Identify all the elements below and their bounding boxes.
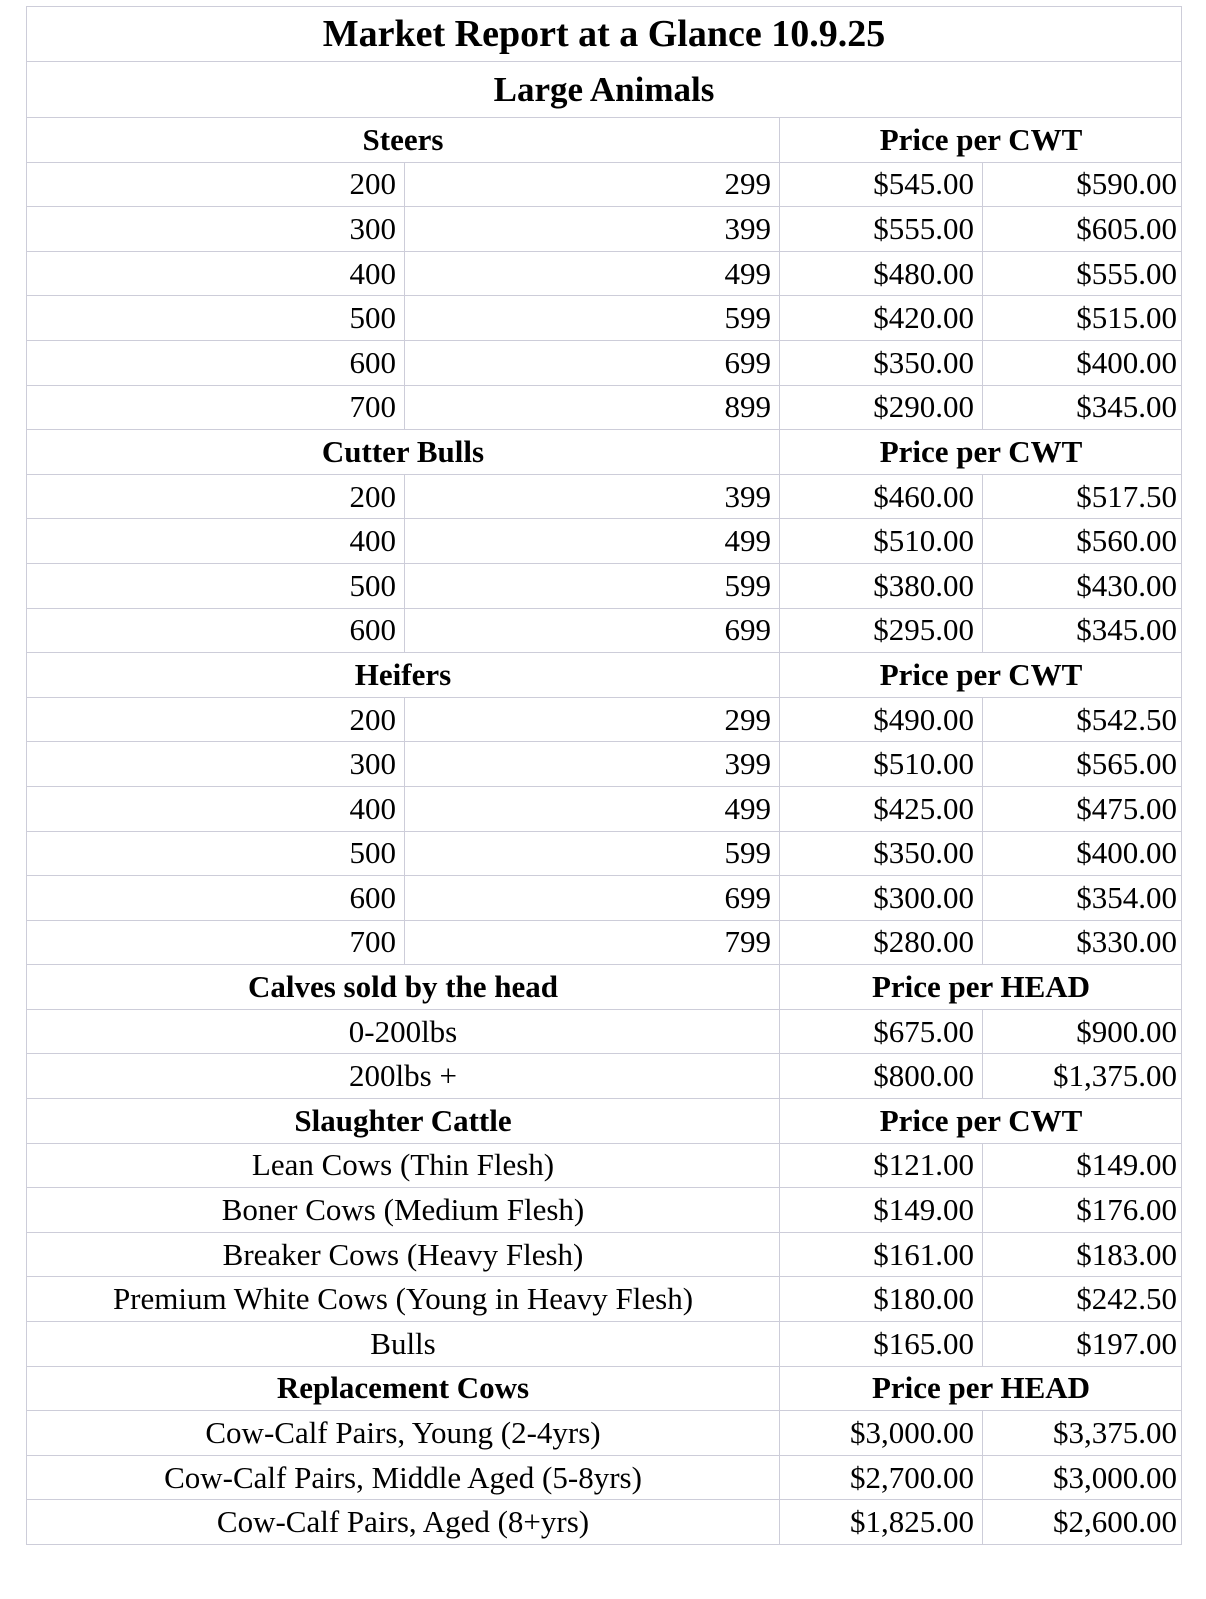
price-low: $161.00 xyxy=(873,1236,974,1272)
section-header-row xyxy=(26,1099,1182,1144)
weight-range-low: 500 xyxy=(349,835,396,871)
report-title-row xyxy=(26,6,1182,62)
table-row xyxy=(26,252,1182,297)
weight-range-high: 399 xyxy=(724,210,771,246)
price-low: $490.00 xyxy=(873,701,974,737)
table-row xyxy=(26,1322,1182,1367)
table-row xyxy=(26,1144,1182,1189)
weight-range-low: 400 xyxy=(349,255,396,291)
report-title: Market Report at a Glance 10.9.25 xyxy=(322,13,886,55)
table-row xyxy=(26,296,1182,341)
price-high: $345.00 xyxy=(1076,389,1177,425)
price-high: $149.00 xyxy=(1076,1147,1177,1183)
weight-range-low: 300 xyxy=(349,746,396,782)
table-row xyxy=(26,1411,1182,1456)
weight-range-low: 500 xyxy=(349,300,396,336)
price-low: $350.00 xyxy=(873,835,974,871)
price-high: $517.50 xyxy=(1076,478,1177,514)
weight-range-low: 500 xyxy=(349,567,396,603)
price-high: $400.00 xyxy=(1076,344,1177,380)
price-low: $555.00 xyxy=(873,210,974,246)
price-low: $295.00 xyxy=(873,612,974,648)
weight-range-high: 599 xyxy=(724,835,771,871)
price-high: $430.00 xyxy=(1076,567,1177,603)
weight-range-low: 400 xyxy=(349,790,396,826)
table-row xyxy=(26,1277,1182,1322)
price-high: $605.00 xyxy=(1076,210,1177,246)
price-high: $590.00 xyxy=(1076,166,1177,202)
weight-range-high: 899 xyxy=(724,389,771,425)
price-low: $290.00 xyxy=(873,389,974,425)
price-low: $180.00 xyxy=(873,1281,974,1317)
price-unit-header: Price per HEAD xyxy=(871,1370,1091,1406)
price-high: $183.00 xyxy=(1076,1236,1177,1272)
weight-range-low: 200 xyxy=(349,478,396,514)
price-low: $380.00 xyxy=(873,567,974,603)
weight-range-low: 200 xyxy=(349,166,396,202)
weight-range-high: 299 xyxy=(724,166,771,202)
table-row xyxy=(26,787,1182,832)
weight-range-low: 200 xyxy=(349,701,396,737)
category-label: Bulls xyxy=(370,1325,436,1361)
category-label: 200lbs + xyxy=(349,1058,457,1094)
table-row xyxy=(26,742,1182,787)
table-row xyxy=(26,475,1182,520)
table-row xyxy=(26,921,1182,966)
price-low: $420.00 xyxy=(873,300,974,336)
table-row xyxy=(26,207,1182,252)
section-title: Slaughter Cattle xyxy=(294,1102,512,1138)
price-low: $350.00 xyxy=(873,344,974,380)
weight-range-low: 600 xyxy=(349,612,396,648)
price-unit-header: Price per HEAD xyxy=(871,969,1091,1005)
price-low: $149.00 xyxy=(873,1192,974,1228)
price-low: $480.00 xyxy=(873,255,974,291)
weight-range-high: 399 xyxy=(724,478,771,514)
price-low: $510.00 xyxy=(873,523,974,559)
price-low: $2,700.00 xyxy=(850,1459,974,1495)
table-row xyxy=(26,1054,1182,1099)
category-label: 0-200lbs xyxy=(348,1013,458,1049)
weight-range-high: 599 xyxy=(724,567,771,603)
section-title: Steers xyxy=(362,121,444,157)
price-unit-header: Price per CWT xyxy=(879,433,1083,469)
table-row xyxy=(26,832,1182,877)
price-low: $675.00 xyxy=(873,1013,974,1049)
price-high: $515.00 xyxy=(1076,300,1177,336)
price-low: $3,000.00 xyxy=(850,1415,974,1451)
price-high: $475.00 xyxy=(1076,790,1177,826)
price-low: $800.00 xyxy=(873,1058,974,1094)
price-high: $330.00 xyxy=(1076,924,1177,960)
table-row xyxy=(26,698,1182,743)
price-high: $197.00 xyxy=(1076,1325,1177,1361)
section-header-row xyxy=(26,1367,1182,1412)
price-unit-header: Price per CWT xyxy=(879,1102,1083,1138)
table-row xyxy=(26,163,1182,208)
category-label: Cow-Calf Pairs, Aged (8+yrs) xyxy=(216,1504,590,1540)
category-label: Lean Cows (Thin Flesh) xyxy=(251,1147,555,1183)
price-low: $510.00 xyxy=(873,746,974,782)
price-high: $560.00 xyxy=(1076,523,1177,559)
weight-range-high: 399 xyxy=(724,746,771,782)
category-label: Cow-Calf Pairs, Young (2-4yrs) xyxy=(205,1415,601,1451)
price-high: $555.00 xyxy=(1076,255,1177,291)
section-title: Replacement Cows xyxy=(276,1370,530,1406)
price-high: $400.00 xyxy=(1076,835,1177,871)
section-header-row xyxy=(26,430,1182,475)
price-low: $545.00 xyxy=(873,166,974,202)
price-low: $280.00 xyxy=(873,924,974,960)
table-row xyxy=(26,876,1182,921)
weight-range-high: 799 xyxy=(724,924,771,960)
price-low: $1,825.00 xyxy=(850,1504,974,1540)
section-title: Calves sold by the head xyxy=(247,969,559,1005)
table-row xyxy=(26,1456,1182,1501)
report-subtitle-row xyxy=(26,62,1182,118)
section-title: Heifers xyxy=(354,656,452,692)
price-high: $900.00 xyxy=(1076,1013,1177,1049)
section-header-row xyxy=(26,653,1182,698)
price-low: $121.00 xyxy=(873,1147,974,1183)
weight-range-high: 699 xyxy=(724,879,771,915)
price-unit-header: Price per CWT xyxy=(879,656,1083,692)
table-row xyxy=(26,519,1182,564)
table-row xyxy=(26,341,1182,386)
category-label: Premium White Cows (Young in Heavy Flesh) xyxy=(112,1281,694,1317)
weight-range-high: 599 xyxy=(724,300,771,336)
price-high: $3,000.00 xyxy=(1053,1459,1177,1495)
price-high: $2,600.00 xyxy=(1053,1504,1177,1540)
category-label: Breaker Cows (Heavy Flesh) xyxy=(222,1236,584,1272)
weight-range-low: 700 xyxy=(349,924,396,960)
weight-range-high: 499 xyxy=(724,523,771,559)
weight-range-high: 499 xyxy=(724,790,771,826)
table-row xyxy=(26,386,1182,431)
market-report-table xyxy=(26,6,1182,1545)
section-header-row xyxy=(26,965,1182,1010)
price-high: $542.50 xyxy=(1076,701,1177,737)
table-row xyxy=(26,1233,1182,1278)
price-low: $460.00 xyxy=(873,478,974,514)
table-row xyxy=(26,564,1182,609)
section-title: Cutter Bulls xyxy=(321,433,485,469)
category-label: Boner Cows (Medium Flesh) xyxy=(221,1192,585,1228)
weight-range-high: 299 xyxy=(724,701,771,737)
table-row xyxy=(26,1010,1182,1055)
category-label: Cow-Calf Pairs, Middle Aged (5-8yrs) xyxy=(164,1459,642,1495)
weight-range-low: 400 xyxy=(349,523,396,559)
price-low: $425.00 xyxy=(873,790,974,826)
weight-range-high: 699 xyxy=(724,612,771,648)
price-high: $176.00 xyxy=(1076,1192,1177,1228)
price-high: $3,375.00 xyxy=(1053,1415,1177,1451)
report-subtitle: Large Animals xyxy=(493,69,715,109)
price-high: $242.50 xyxy=(1076,1281,1177,1317)
report-sections xyxy=(26,118,1182,1545)
price-low: $165.00 xyxy=(873,1325,974,1361)
price-high: $345.00 xyxy=(1076,612,1177,648)
weight-range-high: 699 xyxy=(724,344,771,380)
price-unit-header: Price per CWT xyxy=(879,121,1083,157)
price-low: $300.00 xyxy=(873,879,974,915)
weight-range-high: 499 xyxy=(724,255,771,291)
section-header-row xyxy=(26,118,1182,163)
price-high: $565.00 xyxy=(1076,746,1177,782)
table-row xyxy=(26,609,1182,654)
table-row xyxy=(26,1500,1182,1545)
weight-range-low: 700 xyxy=(349,389,396,425)
weight-range-low: 600 xyxy=(349,344,396,380)
table-row xyxy=(26,1188,1182,1233)
price-high: $1,375.00 xyxy=(1053,1058,1177,1094)
weight-range-low: 600 xyxy=(349,879,396,915)
weight-range-low: 300 xyxy=(349,210,396,246)
price-high: $354.00 xyxy=(1076,879,1177,915)
